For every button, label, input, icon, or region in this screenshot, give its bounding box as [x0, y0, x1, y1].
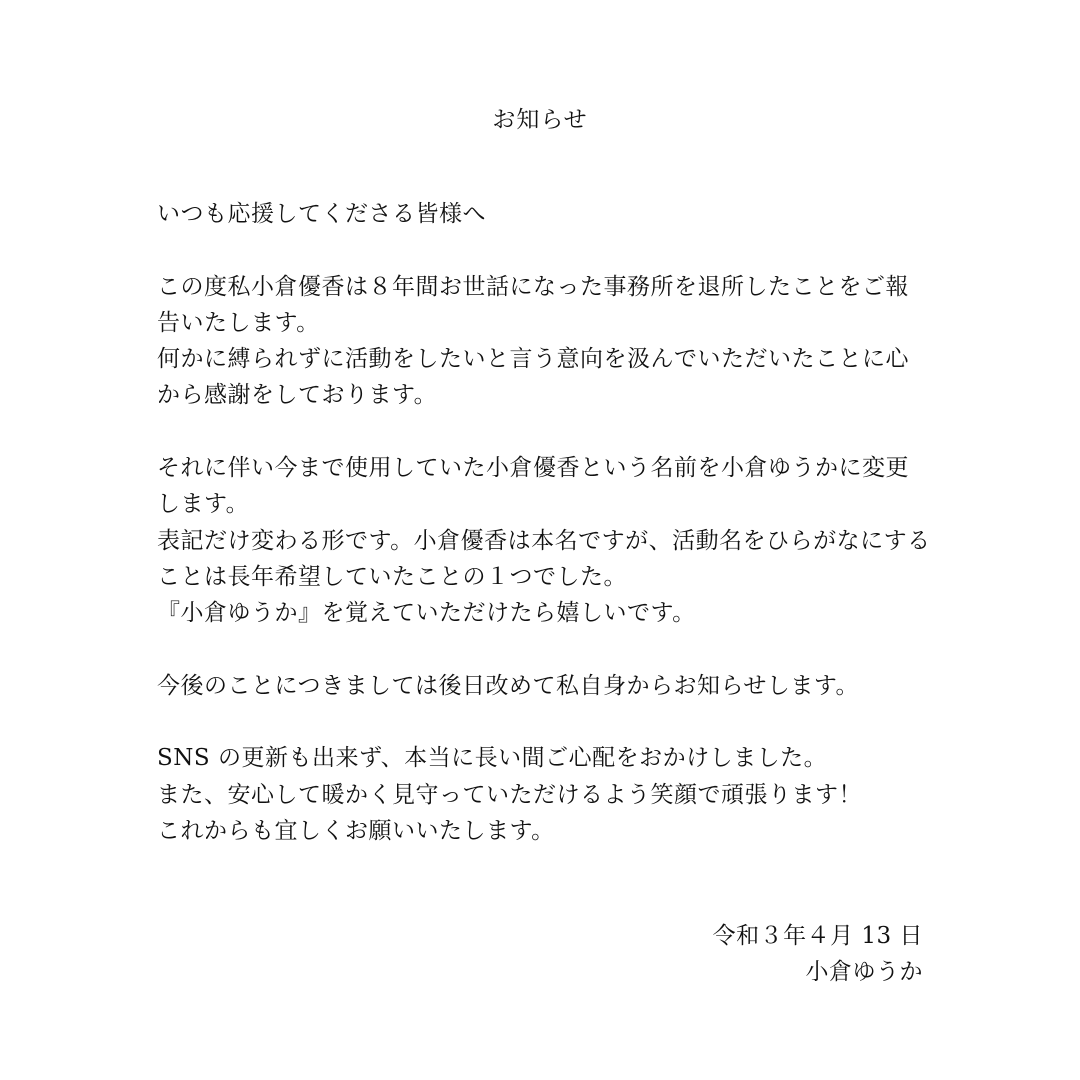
- paragraph-gap: [157, 414, 937, 450]
- paragraph-gap: [157, 704, 937, 740]
- body-line: ことは長年希望していたことの１つでした。: [157, 563, 627, 590]
- body-line: 今後のことにつきましては後日改めて私自身からお知らせします。: [157, 672, 860, 699]
- body-line: 何かに縛られずに活動をしたいと言う意向を汲んでいただいたことに心: [157, 346, 909, 373]
- paragraph-2: [157, 450, 937, 631]
- body-line: これからも宜しくお願いいたします。: [157, 818, 555, 845]
- body-line: この度私小倉優香は８年間お世話になった事務所を退所したことをご報: [157, 273, 909, 300]
- paragraph-1: [157, 269, 937, 414]
- document-title: お知らせ: [492, 107, 588, 133]
- signature-block: [713, 918, 923, 991]
- body-line: 告いたします。: [157, 309, 320, 336]
- paragraph-gap: [157, 632, 937, 668]
- body-line: します。: [157, 491, 250, 518]
- body-line: それに伴い今まで使用していた小倉優香という名前を小倉ゆうかに変更: [157, 455, 909, 482]
- body-line: から感謝をしております。: [157, 382, 438, 409]
- signature-date: 令和３年４月 13 日: [712, 923, 923, 949]
- paragraph-3: [157, 668, 937, 704]
- paragraph-4: [157, 740, 937, 849]
- body-line: SNS の更新も出来ず、本当に長い間ご心配をおかけしました。: [157, 745, 828, 772]
- document-body: [157, 196, 937, 849]
- signature-name: 小倉ゆうか: [805, 959, 923, 986]
- paragraph-gap: [157, 232, 937, 268]
- greeting-line: いつも応援してくださる皆様へ: [157, 201, 486, 227]
- body-line: 『小倉ゆうか』を覚えていただけたら嬉しいです。: [157, 600, 696, 627]
- body-line: 表記だけ変わる形です。小倉優香は本名ですが、活動名をひらがなにする: [157, 527, 931, 554]
- body-line: また、安心して暖かく見守っていただけるよう笑顔で頑張ります！: [157, 781, 862, 808]
